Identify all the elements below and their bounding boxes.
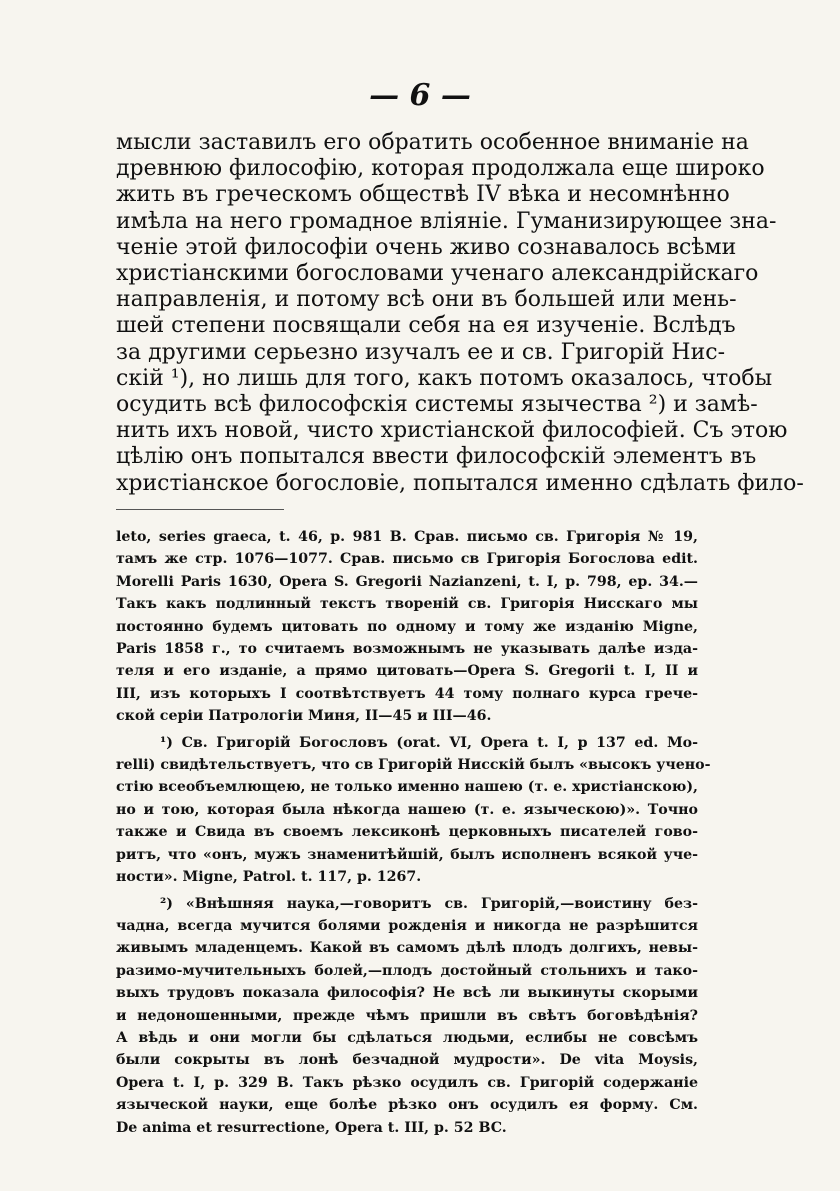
text-line: христіанскими богословами ученаго александрійскаго bbox=[116, 261, 759, 287]
footnote-line: leto, series graeca, t. 46, p. 981 B. Срав. письмо св. Григорія № 19, bbox=[116, 529, 698, 545]
text-line: жить въ греческомъ обществѣ IV вѣка и несомнѣнно bbox=[116, 182, 730, 208]
footnote-line: ²) «Внѣшняя наука,—говоритъ св. Григорій,—воистину без- bbox=[160, 895, 698, 912]
footnote-2 bbox=[116, 893, 698, 1139]
footnote-line: были сокрыты въ лонѣ безчадной мудрости». De vita Moysis, bbox=[116, 1052, 698, 1069]
text-line: цѣлію онъ попытался ввести философскій элементъ въ bbox=[116, 444, 757, 470]
footnote-line: Morelli Paris 1630, Opera S. Gregorii Nazianzeni, t. I, p. 798, ep. 34.— bbox=[116, 573, 698, 590]
text-line: древнюю философію, которая продолжала еще широко bbox=[116, 156, 765, 182]
footnote-line: III, изъ которыхъ I соотвѣтствуетъ 44 тому полнаго курса грече- bbox=[116, 685, 698, 702]
footnote-line: теля и его изданіе, а прямо цитовать—Opera S. Gregorii t. I, II и bbox=[116, 663, 698, 680]
footnote-line: но и тою, которая была нѣкогда нашею (т. е. языческою)». Точно bbox=[116, 801, 698, 818]
footnote-line: А вѣдь и они могли бы сдѣлаться людьми, еслибы не совсѣмъ bbox=[116, 1029, 698, 1046]
footnote-line: ¹) Св. Григорій Богословъ (orat. VI, Opera t. I, p 137 ed. Mo- bbox=[160, 734, 698, 751]
footnote-divider bbox=[116, 509, 284, 510]
footnote-line: также и Свида въ своемъ лексиконѣ церковныхъ писателей гово- bbox=[116, 824, 698, 841]
text-line: осудить всѣ философскія системы язычества ²) и замѣ- bbox=[116, 392, 758, 418]
footnote-line: языческой науки, еще болѣе рѣзко онъ осудилъ ея форму. См. bbox=[116, 1097, 698, 1114]
text-line: скій ¹), но лишь для того, какъ потомъ оказалось, чтобы bbox=[116, 365, 773, 391]
text-line: ченіе этой философіи очень живо сознавалось всѣми bbox=[116, 234, 737, 260]
footnote-continuation bbox=[116, 526, 698, 728]
footnote-line: ритъ, что «онъ, мужъ знаменитѣйшій, былъ исполненъ всякой уче- bbox=[116, 846, 698, 863]
footnotes bbox=[116, 526, 711, 1139]
main-text bbox=[116, 130, 804, 497]
footnote-line: чадна, всегда мучится болями рожденія и никогда не разрѣшится bbox=[116, 917, 698, 934]
footnote-line: постоянно будемъ цитовать по одному и тому же изданію Migne, bbox=[116, 618, 698, 635]
footnote-line: Такъ какъ подлинный текстъ твореній св. Григорія Нисскаго мы bbox=[116, 596, 698, 613]
text-line: христіанское богословіе, попытался именно сдѣлать фило- bbox=[116, 470, 804, 496]
footnote-line: ности». Migne, Patrol. t. 117, p. 1267. bbox=[116, 869, 422, 886]
footnote-line: выхъ трудовъ показала философія? Не всѣ ли выкинуты скорыми bbox=[116, 985, 698, 1002]
page-number: — 6 — bbox=[369, 78, 471, 113]
footnote-line: тамъ же стр. 1076—1077. Срав. письмо св Григорія Богослова edit. bbox=[116, 551, 698, 568]
footnote-line: стію всеобъемлющею, не только именно нашею (т. е. христіанскою), bbox=[116, 779, 698, 796]
text-line: мысли заставилъ его обратить особенное вниманіе на bbox=[116, 130, 749, 155]
footnote-line: разимо-мучительныхъ болей,—плодъ достойный стольнихъ и тако- bbox=[116, 962, 698, 979]
text-line: за другими серьезно изучалъ ее и св. Григорій Нис- bbox=[116, 339, 726, 365]
footnote-line: живымъ младенцемъ. Какой въ самомъ дѣлѣ плодъ долгихъ, невы- bbox=[116, 940, 698, 957]
footnote-line: и недоношенными, прежде чѣмъ пришли въ свѣтъ боговѣдѣнія? bbox=[116, 1007, 698, 1024]
text-line: направленія, и потому всѣ они въ большей или мень- bbox=[116, 287, 737, 313]
footnote-1 bbox=[116, 732, 711, 889]
footnote-line: Paris 1858 г., то считаемъ возможнымъ не указывать далѣе изда- bbox=[116, 641, 698, 658]
text-line: нить ихъ новой, чисто христіанской философіей. Съ этою bbox=[116, 418, 788, 444]
footnote-line: Opera t. I, p. 329 B. Такъ рѣзко осудилъ св. Григорій содержаніе bbox=[116, 1074, 698, 1091]
text-line: шей степени посвящали себя на ея изученіе. Вслѣдъ bbox=[116, 313, 736, 339]
footnote-line: De anima et resurrectione, Opera t. III, p. 52 BC. bbox=[116, 1119, 507, 1136]
footnote-line: ской серіи Патрологіи Миня, II—45 и III—46. bbox=[116, 708, 492, 725]
text-line: имѣла на него громадное вліяніе. Гуманизирующее зна- bbox=[116, 208, 777, 234]
footnote-line: relli) свидѣтельствуетъ, что св Григорій Нисскій былъ «высокъ учено- bbox=[116, 757, 711, 774]
